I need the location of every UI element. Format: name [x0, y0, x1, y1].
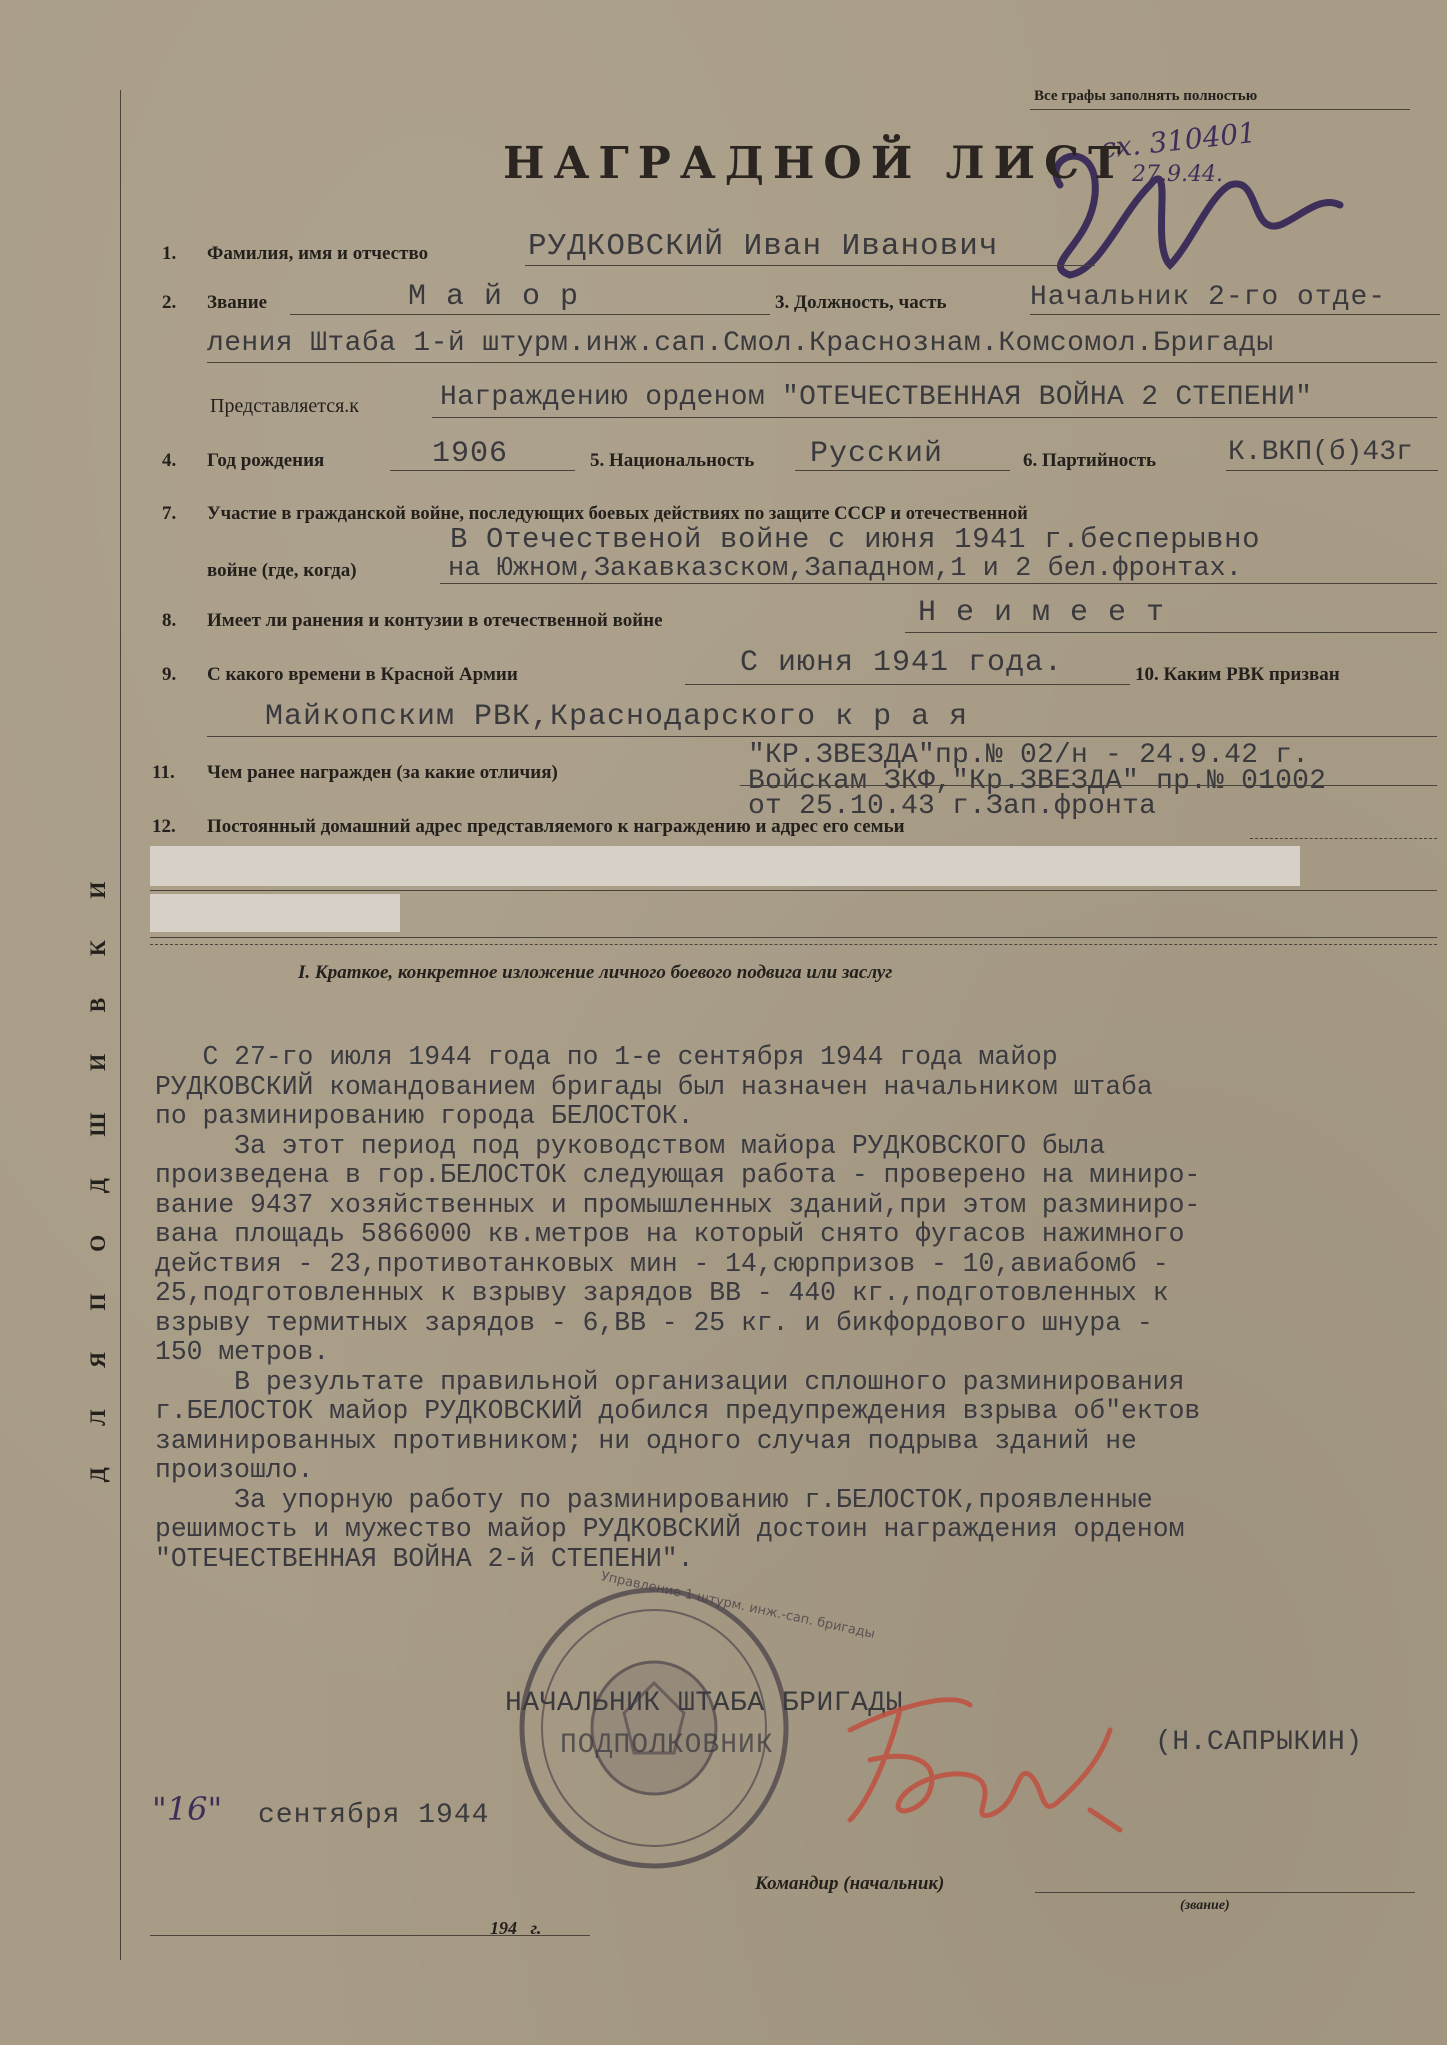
f2-label: Звание — [207, 292, 268, 313]
f7-value-1: В Отечественой войне с июня 1941 г.бесперывно — [450, 523, 1261, 556]
narrative-line: 25,подготовленных к взрыву зарядов ВВ - 440 кг.,подготовленных к — [155, 1278, 1169, 1308]
chief-of-staff-title: НАЧАЛЬНИК ШТАБА БРИГАДЫ — [505, 1688, 903, 1719]
rank-label: (звание) — [1180, 1898, 1230, 1913]
f1-line — [525, 265, 1095, 266]
present-value: Награждению орденом "ОТЕЧЕСТВЕННАЯ ВОЙНА 2 СТЕПЕНИ" — [440, 382, 1313, 413]
f3-line-cont — [207, 362, 1437, 363]
f1-number: 1. — [162, 243, 177, 264]
narrative-line: За этот период под руководством майора РУДКОВСКОГО была — [155, 1130, 1106, 1161]
f1-label: Фамилия, имя и отчество — [207, 243, 429, 264]
f8-label: Имеет ли ранения и контузии в отечественной войне — [207, 610, 663, 631]
f3-label: 3. Должность, часть — [775, 292, 947, 313]
chief-of-staff-name: (Н.САПРЫКИН) — [1155, 1727, 1363, 1758]
top-note-underline — [1030, 109, 1410, 110]
f2-line — [290, 314, 770, 315]
narrative-line: В результате правильной организации сплошного разминирования — [155, 1366, 1185, 1397]
f12-line-1 — [1250, 838, 1437, 839]
f6-value: К.ВКП(б)43г — [1228, 437, 1413, 468]
f11-value-2: Войскам ЗКФ,"Кр.ЗВЕЗДА" пр.№ 01002 — [748, 766, 1327, 797]
f11-value-1: "КР.ЗВЕЗДА"пр.№ 02/н - 24.9.42 г. — [748, 740, 1310, 771]
f3-value: Начальник 2-го отде- — [1030, 282, 1387, 313]
stamp-text: Управление 1 штурм. инж.-сап. бригады — [599, 1569, 877, 1642]
f9-label: С какого времени в Красной Армии — [207, 664, 518, 685]
f1-value: РУДКОВСКИЙ Иван Иванович — [528, 229, 999, 264]
f7-line — [440, 583, 1437, 584]
corner-date: 27.9.44. — [1132, 162, 1223, 187]
red-signature — [830, 1670, 1130, 1840]
f11-label: Чем ранее награжден (за какие отличия) — [207, 762, 558, 783]
f8-value: Н е и м е е т — [918, 596, 1166, 630]
commander-label: Командир (начальник) — [755, 1873, 945, 1894]
f2-number: 2. — [162, 292, 177, 313]
date-rest: сентября 1944 — [258, 1800, 490, 1831]
f3-line — [1030, 314, 1440, 315]
narrative-line: г.БЕЛОСТОК майор РУДКОВСКИЙ добился предупреждения взрыва об"ектов — [155, 1396, 1201, 1426]
f8-line — [905, 632, 1437, 633]
narrative-line: вана площадь 5866000 кв.метров на который снято фугасов нажимного — [155, 1219, 1185, 1249]
f11-value-3: от 25.10.43 г.Зап.фронта — [748, 791, 1157, 822]
present-label: Представляется.к — [210, 395, 359, 417]
year-label: 194 г. — [490, 1918, 542, 1938]
narrative-line: решимость и мужество майор РУДКОВСКИЙ достоин награждения орденом — [155, 1514, 1185, 1544]
f7-value-2: на Южном,Закавказском,Западном,1 и 2 бел.фронтах. — [448, 554, 1242, 584]
section-divider — [150, 944, 1437, 945]
narrative — [155, 1043, 1445, 1574]
narrative-line: РУДКОВСКИЙ командованием бригады был назначен начальником штаба — [155, 1071, 1153, 1102]
f6-label: 6. Партийность — [1023, 450, 1157, 471]
f8-number: 8. — [162, 610, 177, 631]
f7-label-2: войне (где, когда) — [207, 560, 357, 581]
f9-line — [685, 684, 1130, 685]
narrative-line: За упорную работу по разминированию г.БЕЛОСТОК,проявленные — [155, 1484, 1153, 1515]
narrative-line: по разминированию города БЕЛОСТОК. — [155, 1101, 694, 1131]
f5-label: 5. Национальность — [590, 450, 755, 471]
f6-line — [1226, 470, 1438, 471]
section-heading: I. Краткое, конкретное изложение личного боевого подвига или заслуг — [298, 962, 893, 983]
f9-number: 9. — [162, 664, 177, 685]
date-day: "16" — [152, 1790, 223, 1828]
commander-line — [1035, 1892, 1415, 1893]
margin-line — [120, 90, 121, 1960]
present-line — [432, 417, 1437, 418]
f12-number: 12. — [152, 816, 176, 837]
f4-number: 4. — [162, 450, 177, 471]
address-redaction-1 — [150, 846, 1300, 886]
narrative-line: 150 метров. — [155, 1337, 330, 1367]
f4-value: 1906 — [432, 437, 509, 471]
address-redaction-2 — [150, 894, 400, 932]
f5-value: Русский — [810, 437, 944, 471]
narrative-line: произошло. — [155, 1455, 314, 1485]
narrative-line: взрыву термитных зарядов - 6,ВВ - 25 кг. и бикфордового шнура - — [155, 1307, 1153, 1338]
f12-line-2 — [150, 890, 1437, 891]
narrative-line: "ОТЕЧЕСТВЕННАЯ ВОЙНА 2-й СТЕПЕНИ". — [155, 1543, 694, 1574]
f10-line — [207, 736, 1437, 737]
narrative-line: С 27-го июля 1944 года по 1-е сентября 1944 года майор — [155, 1042, 1058, 1072]
top-note: Все графы заполнять полностью — [1034, 88, 1258, 104]
f4-label: Год рождения — [207, 450, 325, 471]
f12-line-3 — [150, 937, 1437, 938]
f2-value: М а й о р — [408, 280, 580, 314]
margin-vertical-label: Д Л Я П О Д Ш И В К И — [85, 863, 110, 1483]
narrative-line: действия - 23,противотанковых мин - 14,сюрпризов - 10,авиабомб - — [155, 1248, 1169, 1279]
f7-label-1: Участие в гражданской войне, последующих боевых действиях по защите СССР и отечественной — [207, 503, 1028, 524]
f4-line — [390, 470, 575, 471]
f3-value-cont: ления Штаба 1-й штурм.инж.сап.Смол.Краснознам.Комсомол.Бригады — [207, 328, 1274, 359]
corner-note: сх. 310401 — [1098, 115, 1258, 166]
chief-of-staff-rank: ПОДПОЛКОВНИК — [560, 1730, 774, 1761]
f5-line — [795, 470, 1010, 471]
f12-label: Постоянный домашний адрес представляемого к награждению и адрес его семьи — [207, 816, 905, 837]
official-stamp — [514, 1583, 794, 1873]
narrative-line: вание 9437 хозяйственных и промышленных зданий,при этом разминиро- — [155, 1189, 1201, 1220]
f10-value: Майкопским РВК,Краснодарского к р а я — [265, 700, 969, 734]
f11-line — [740, 785, 1437, 786]
narrative-line: заминированных противником; ни одного случая подрыва зданий не — [155, 1425, 1137, 1456]
f7-number: 7. — [162, 503, 177, 524]
page-title: НАГРАДНОЙ ЛИСТ — [503, 138, 1130, 189]
narrative-line: произведена в гор.БЕЛОСТОК следующая работа - проверено на миниро- — [155, 1160, 1201, 1190]
f10-label: 10. Каким РВК призван — [1135, 664, 1340, 685]
f11-number: 11. — [152, 762, 175, 783]
f9-value: С июня 1941 года. — [740, 646, 1064, 680]
